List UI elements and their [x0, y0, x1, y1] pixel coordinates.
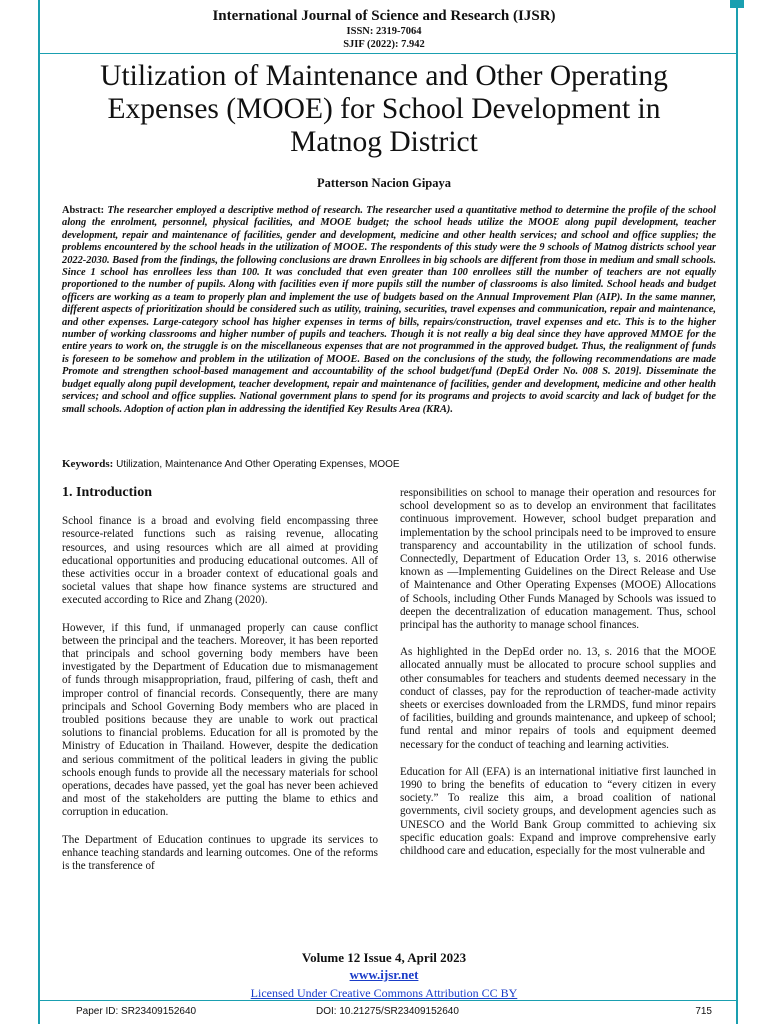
journal-website-link[interactable]: www.ijsr.net: [349, 967, 419, 982]
keywords-label: Keywords:: [62, 458, 114, 470]
page-footer: [0, 950, 768, 1002]
keywords: [62, 458, 716, 470]
license-link[interactable]: Licensed Under Creative Commons Attribution CC BY: [250, 986, 518, 1000]
right-column: [400, 487, 716, 872]
left-column: [62, 486, 378, 887]
paper-id: Paper ID: SR23409152640: [76, 1006, 197, 1017]
page-number: 715: [695, 1006, 712, 1017]
paragraph: As highlighted in the DepEd order no. 13, s. 2016 that the MOOE allocated annually must be allocated to procure school supplies and other consumables for teachers and students deemed necessary in the conduct of classes, pay for the reproduction of teacher-made activity sheets or exercises downloaded from the LRMDS, fund minor repairs of facilities, building and grounds maintenance, and upkeep of school; fund rental and minor repairs of tools and equipment deemed necessary for the conduct of teaching and learning activities.: [400, 646, 716, 751]
abstract-label: Abstract:: [62, 205, 105, 216]
paragraph: School finance is a broad and evolving field encompassing three resource-related functions such as raising revenue, allocating resources, and using resources which are all aimed at providing educational opportunities and producing educational outcomes. All of these activities occur in a broader context of educational goals and societal values that shape how finance systems are structured and executed according to Rice and Zhang (2020).: [62, 515, 378, 607]
journal-issn: ISSN: 2319-7064: [346, 26, 422, 37]
paragraph: However, if this fund, if unmanaged properly can cause conflict between the principal and the teachers. Moreover, it has been reported that principals and school governing body members have been investigated by the Department of Education due to mismanagement of funds through misappropriation, fraud, pilfering of cash, theft and improper control of financial records. Consequently, there are many principals and School Governing Body members who are placed in troubled positions because they are unable to work out practical solutions to financial problems. Education for all is promoted by the Ministry of Education in Thailand. However, despite the dedication and serious commitment of the political leaders in giving the public schools enough funds to provide all the necessary materials for school operations, decades have passed, yet the goal has never been achieved and most of the stakeholders are putting the blame to ethics and corruption in education.: [62, 621, 378, 819]
abstract-text: The researcher employed a descriptive method of research. The researcher used a quantitative method to determine the profile of the school along the enrolment, personnel, physical facilities, and MOOE budget; the school heads utilize the MOOE along pupil development, teacher development, repair and maintenance of facilities, gender and development, medicine and other health services; and school and office supplies; the problems encountered by the school heads in the utilization of MOOE. The respondents of this study were the 9 schools of Matnog districts school year 2022-2030. Based from the findings, the following conclusions are drawn Enrollees in big schools are different from those in medium and small schools. Since 1 school has enrollees less than 100. It was concluded that even greater than 100 enrollees still the number of teachers are not equally proportioned to the number of pupils. Along with facilities even if more pupils still the number of classrooms is also limited. School heads and budget officers are working as a team to properly plan and implement the use of budgets based on the Annual Improvement Plan (AIP). In the same manner, different aspects of prioritization should be considered such as utility, training, securities, travel expenses and communication, repair and maintenance, and other expenses. Large-category school has higher expenses in terms of bills, repairs/construction, travel expenses and etc. This is to the higher number of working classrooms and higher number of pupils and teachers. Though it is not really a big deal since they have approved MMOE for the entire years to work on, the struggle is on the miscellaneous expenses that are not programmed in the approved budget. Thus, the realignment of funds is foreseen to be somehow and problem in the utilization of MOOE. Based on the conclusions of the study, the following recommendations are made Promote and strengthen school-based management and accountability of the school budget/fund (DepEd Order No. 008 S. 2019]. Disseminate the budget equally along pupil development, teacher development, repair and maintenance of facilities, gender and development, medicine and other health services; and school and office supplies. National government plans to spend for its programs and projects to avoid scarcity and lack of budget for the small schools. Adoption of action plan in addressing the identified Key Results Area (KRA).: [62, 205, 716, 415]
page-border-right: [736, 0, 738, 1024]
page-border-left: [38, 0, 40, 1024]
paper-author: Patterson Nacion Gipaya: [316, 176, 452, 190]
paragraph: The Department of Education continues to upgrade its services to enhance teaching standards and learning outcomes. One of the reforms is the transference of: [62, 833, 378, 873]
paragraph: Education for All (EFA) is an international initiative first launched in 1990 to bring the benefits of education to “every citizen in every society.” To realize this aim, a broad coalition of national governments, civil society groups, and development agencies such as UNESCO and the World Bank Group committed to achieving six specific education goals: Expand and improve comprehensive early childhood care and education, especially for the most vulnerable and: [400, 765, 716, 858]
abstract: [62, 205, 716, 416]
journal-header: [0, 8, 768, 51]
doi: DOI: 10.21275/SR23409152640: [316, 1006, 459, 1017]
footer-bar: [76, 1006, 712, 1020]
section-heading-introduction: 1. Introduction: [62, 485, 152, 500]
bookmark-tab-icon: [730, 0, 744, 8]
volume-info: Volume 12 Issue 4, April 2023: [301, 950, 467, 965]
journal-name: International Journal of Science and Research (IJSR): [212, 8, 556, 24]
footer-divider: [40, 1000, 736, 1001]
journal-sjif: SJIF (2022): 7.942: [343, 39, 425, 50]
keywords-text: Utilization, Maintenance And Other Operating Expenses, MOOE: [116, 459, 400, 470]
paper-title: Utilization of Maintenance and Other Operating Expenses (MOOE) for School Development in Matnog District: [100, 60, 668, 158]
paragraph: responsibilities on school to manage their operation and resources for school development so as to develop an environment that facilitates continuous improvement. However, school budget preparation and implementation by the school principals need to be improved to ensure transparency and accountability in the utilization of school funds. Connectedly, Department of Education Order 13, s. 2016 otherwise known as —Implementing Guidelines on the Direct Release and Use of Maintenance and Other Operating Expenses (MOOE) Allocations of Schools, including Other Funds Managed by Schools was issued to deepen the decentralization of education management. Thus, school principal has the authority to manage school finances.: [400, 487, 716, 632]
header-divider: [40, 53, 736, 54]
